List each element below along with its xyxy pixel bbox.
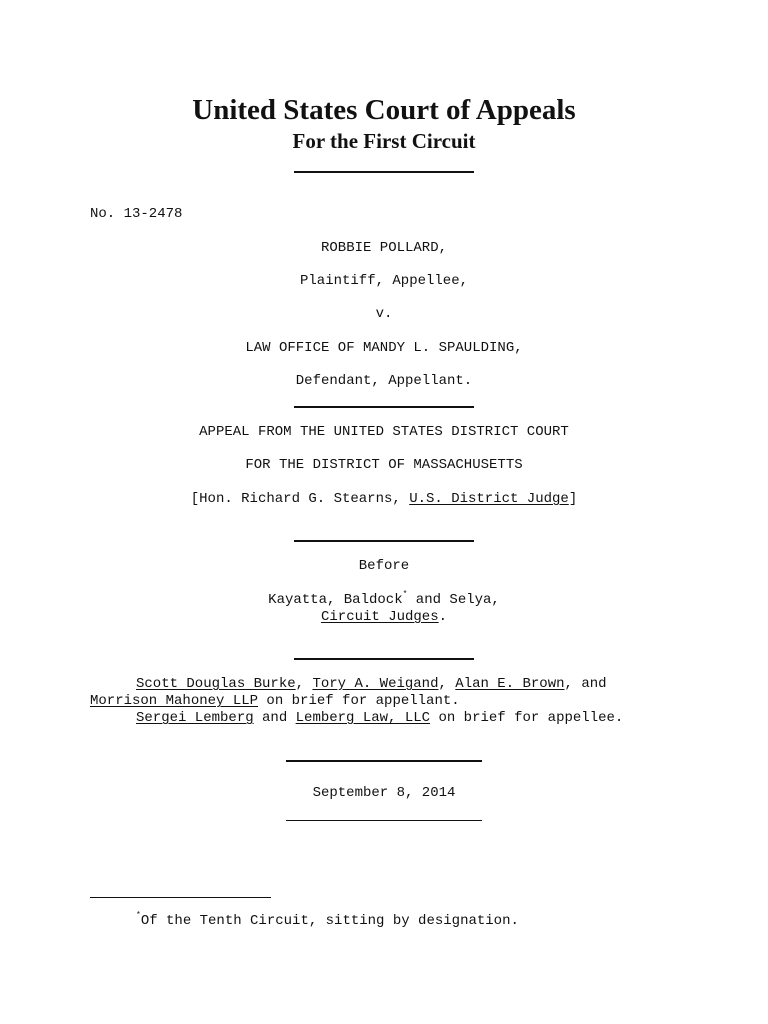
counsel-separator: , and	[564, 676, 607, 692]
panel-divider	[294, 658, 474, 660]
counsel-appellant-line-2	[90, 693, 460, 709]
judge-suffix: ]	[568, 491, 578, 507]
appeal-line-1: APPEAL FROM THE UNITED STATES DISTRICT COURT	[199, 424, 569, 440]
panel-title-end: .	[438, 609, 448, 625]
counsel-name: Scott Douglas Burke	[136, 676, 296, 692]
law-firm-name: Morrison Mahoney LLP	[90, 693, 259, 709]
judges-names-a: Kayatta, Baldock	[268, 592, 403, 608]
plaintiff-name: ROBBIE POLLARD,	[320, 240, 448, 256]
circuit-judges-title: Circuit Judges	[320, 609, 439, 625]
case-number: No. 13-2478	[90, 206, 183, 222]
defendant-name: LAW OFFICE OF MANDY L. SPAULDING,	[245, 340, 523, 356]
counsel-appellant-line-1	[136, 676, 607, 692]
counsel-separator: ,	[295, 676, 313, 692]
defendant-role: Defendant, Appellant.	[295, 373, 473, 389]
counsel-name: Tory A. Weigand	[312, 676, 439, 692]
date-divider-top	[286, 760, 482, 762]
date-divider-bottom	[286, 820, 482, 821]
footnote-separator	[90, 897, 271, 898]
appeal-line-2: FOR THE DISTRICT OF MASSACHUSETTS	[245, 457, 523, 473]
counsel-role-text: on brief for appellee.	[430, 710, 624, 726]
footnote-text: Of the Tenth Circuit, sitting by designation.	[140, 913, 519, 929]
judge-title: U.S. District Judge	[409, 491, 569, 507]
circuit-subtitle: For the First Circuit	[292, 129, 476, 153]
law-firm-name: Lemberg Law, LLC	[295, 710, 431, 726]
judge-prefix: [Hon. Richard G. Stearns,	[190, 491, 410, 507]
counsel-separator: and	[253, 710, 296, 726]
counsel-name: Sergei Lemberg	[136, 710, 254, 726]
counsel-separator: ,	[438, 676, 456, 692]
versus: v.	[375, 306, 393, 322]
counsel-appellee-line	[136, 710, 623, 726]
plaintiff-role: Plaintiff, Appellee,	[299, 273, 469, 289]
footnote-mark: *	[136, 911, 141, 920]
district-judge-line	[0, 491, 768, 507]
header-divider	[294, 171, 474, 173]
decision-date: September 8, 2014	[312, 785, 456, 801]
counsel-role-text: on brief for appellant.	[258, 693, 460, 709]
appeal-divider	[294, 540, 474, 542]
footnote-reference: *	[402, 590, 408, 599]
parties-divider	[294, 406, 474, 408]
footnote	[136, 913, 519, 929]
panel-judges	[0, 592, 768, 608]
court-title: United States Court of Appeals	[192, 94, 576, 126]
judges-names-b: and Selya,	[407, 592, 500, 608]
counsel-name: Alan E. Brown	[455, 676, 565, 692]
before-label: Before	[358, 558, 410, 574]
panel-title	[0, 609, 768, 625]
